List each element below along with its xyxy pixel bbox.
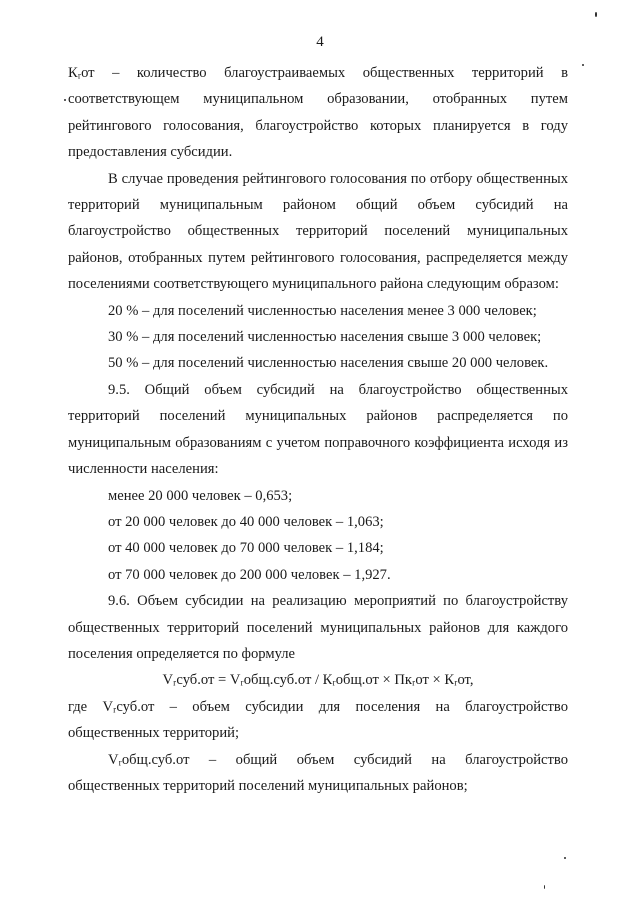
paragraph: В случае проведения рейтингового голосования по отбору общественных территорий муниципальным районом общий объем субсидий на благоустройство общественных территорий поселений муниципальных районов, отобранных путем рейтингового голосования, распределяется между поселениями соответствующего муниципального района следующим образом:	[68, 170, 568, 293]
page-number: 4	[316, 34, 324, 50]
formula: Vᵣсуб.от = Vᵣобщ.суб.от / Кᵣобщ.от × Пкᵣот × Кᵣот,	[162, 672, 474, 689]
document-body	[68, 60, 568, 799]
paragraph: где Vᵣсуб.от – объем субсидии для поселения на благоустройство общественных территорий;	[68, 698, 568, 742]
list-item: от 20 000 человек до 40 000 человек – 1,063;	[108, 513, 384, 530]
paragraph: 9.5. Общий объем субсидий на благоустройство общественных территорий поселений муниципальных районов распределяется по муниципальным образованиям с учетом поправочного коэффициента исходя из численности населения:	[68, 381, 568, 478]
paragraph: Vᵣобщ.суб.от – общий объем субсидий на благоустройство общественных территорий поселений муниципальных районов;	[68, 751, 568, 794]
scan-speck	[544, 885, 545, 889]
list-item: менее 20 000 человек – 0,653;	[108, 487, 293, 504]
scan-speck	[595, 12, 597, 17]
paragraph: 50 % – для поселений численностью населения свыше 20 000 человек.	[108, 355, 549, 372]
list-item: от 70 000 человек до 200 000 человек – 1,927.	[108, 566, 391, 583]
paragraph: 9.6. Объем субсидии на реализацию мероприятий по благоустройству общественных территорий поселений муниципальных районов для каждого поселения определяется по формуле	[68, 593, 568, 662]
paragraph: 30 % – для поселений численностью населения свыше 3 000 человек;	[108, 329, 542, 346]
paragraph: Кᵣот – количество благоустраиваемых общественных территорий в соответствующем муниципальном образовании, отобранных путем рейтингового голосования, благоустройство которых планируется в году предоставления субсидии.	[68, 65, 568, 161]
list-item: от 40 000 человек до 70 000 человек – 1,184;	[108, 540, 384, 557]
scan-speck	[564, 857, 566, 859]
scan-speck	[64, 99, 66, 101]
paragraph: 20 % – для поселений численностью населения менее 3 000 человек;	[108, 302, 537, 319]
scan-speck	[582, 64, 584, 66]
